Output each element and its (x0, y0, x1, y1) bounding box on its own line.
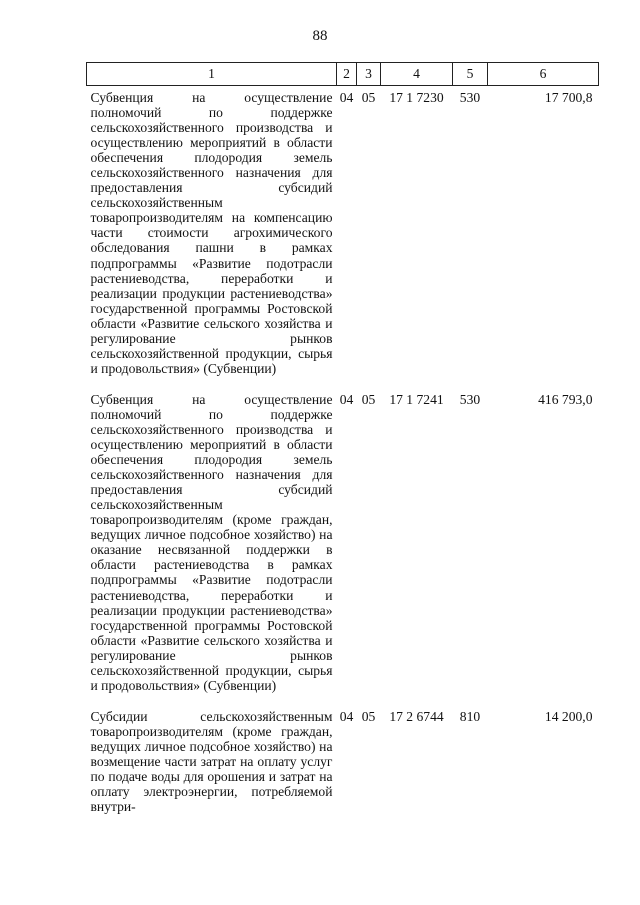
table-row (87, 705, 599, 826)
row-subsection-code: 05 (361, 391, 376, 407)
header-col-4: 4 (381, 63, 453, 86)
row-amount: 416 793,0 (538, 391, 593, 407)
row-target-article: 17 1 7230 (389, 90, 444, 105)
row-subsection-code: 05 (361, 90, 376, 105)
row-expense-type: 530 (459, 90, 481, 105)
table-row (87, 86, 599, 388)
row-target-article: 17 1 7241 (389, 391, 444, 407)
row-section-code: 04 (339, 708, 354, 724)
row-section-code: 04 (339, 391, 354, 407)
header-col-1: 1 (87, 63, 337, 86)
table-header-row (87, 63, 599, 86)
budget-table (86, 62, 599, 826)
header-col-3: 3 (357, 63, 381, 86)
header-col-6: 6 (488, 63, 599, 86)
page-number: 88 (312, 28, 328, 44)
table-row (87, 388, 599, 705)
row-description: Субсидии сельскохозяйственным товаропроизводителям (кроме граждан, ведущих личное подсобное хозяйство) на возмещение части затрат на оплату услуг по подаче воды для орошения и затрат на оплату электроэнергии, потребляемой внутри- (90, 708, 333, 815)
row-amount: 17 700,8 (544, 90, 593, 105)
row-description: Субвенция на осуществление полномочий по поддержке сельскохозяйственного производства и осуществлению мероприятий в области обеспечения плодородия земель сельскохозяйственного назначения для предоставления субсидий сельскохозяйственным товаропроизводителям на компенсацию части стоимости агрохимического обследования пашни в рамках подпрограммы «Развитие подотрасли растениеводства, переработки и реализации продукции растениеводства» государственной программы Ростовской области «Развитие сельского хозяйства и регулирование рынков сельскохозяйственной продукции, сырья и продовольствия» (Субвенции) (90, 90, 333, 376)
row-description: Субвенция на осуществление полномочий по поддержке сельскохозяйственного производства и осуществлению мероприятий в области обеспечения плодородия земель сельскохозяйственного назначения для предоставления субсидий сельскохозяйственным товаропроизводителям (кроме граждан, ведущих личное подсобное хозяйство) на оказание несвязанной поддержки в области растениеводства в рамках подпрограммы «Развитие подотрасли растениеводства, переработки и реализации продукции растениеводства» государственной программы Ростовской области «Развитие сельского хозяйства и регулирование рынков сельскохозяйственной продукции, сырья и продовольствия» (Субвенции) (90, 391, 333, 693)
row-expense-type: 530 (459, 391, 481, 407)
row-expense-type: 810 (459, 708, 481, 724)
header-col-2: 2 (337, 63, 357, 86)
row-amount: 14 200,0 (544, 708, 593, 724)
row-subsection-code: 05 (361, 708, 376, 724)
row-section-code: 04 (339, 90, 354, 105)
row-target-article: 17 2 6744 (389, 708, 444, 724)
header-col-5: 5 (453, 63, 488, 86)
